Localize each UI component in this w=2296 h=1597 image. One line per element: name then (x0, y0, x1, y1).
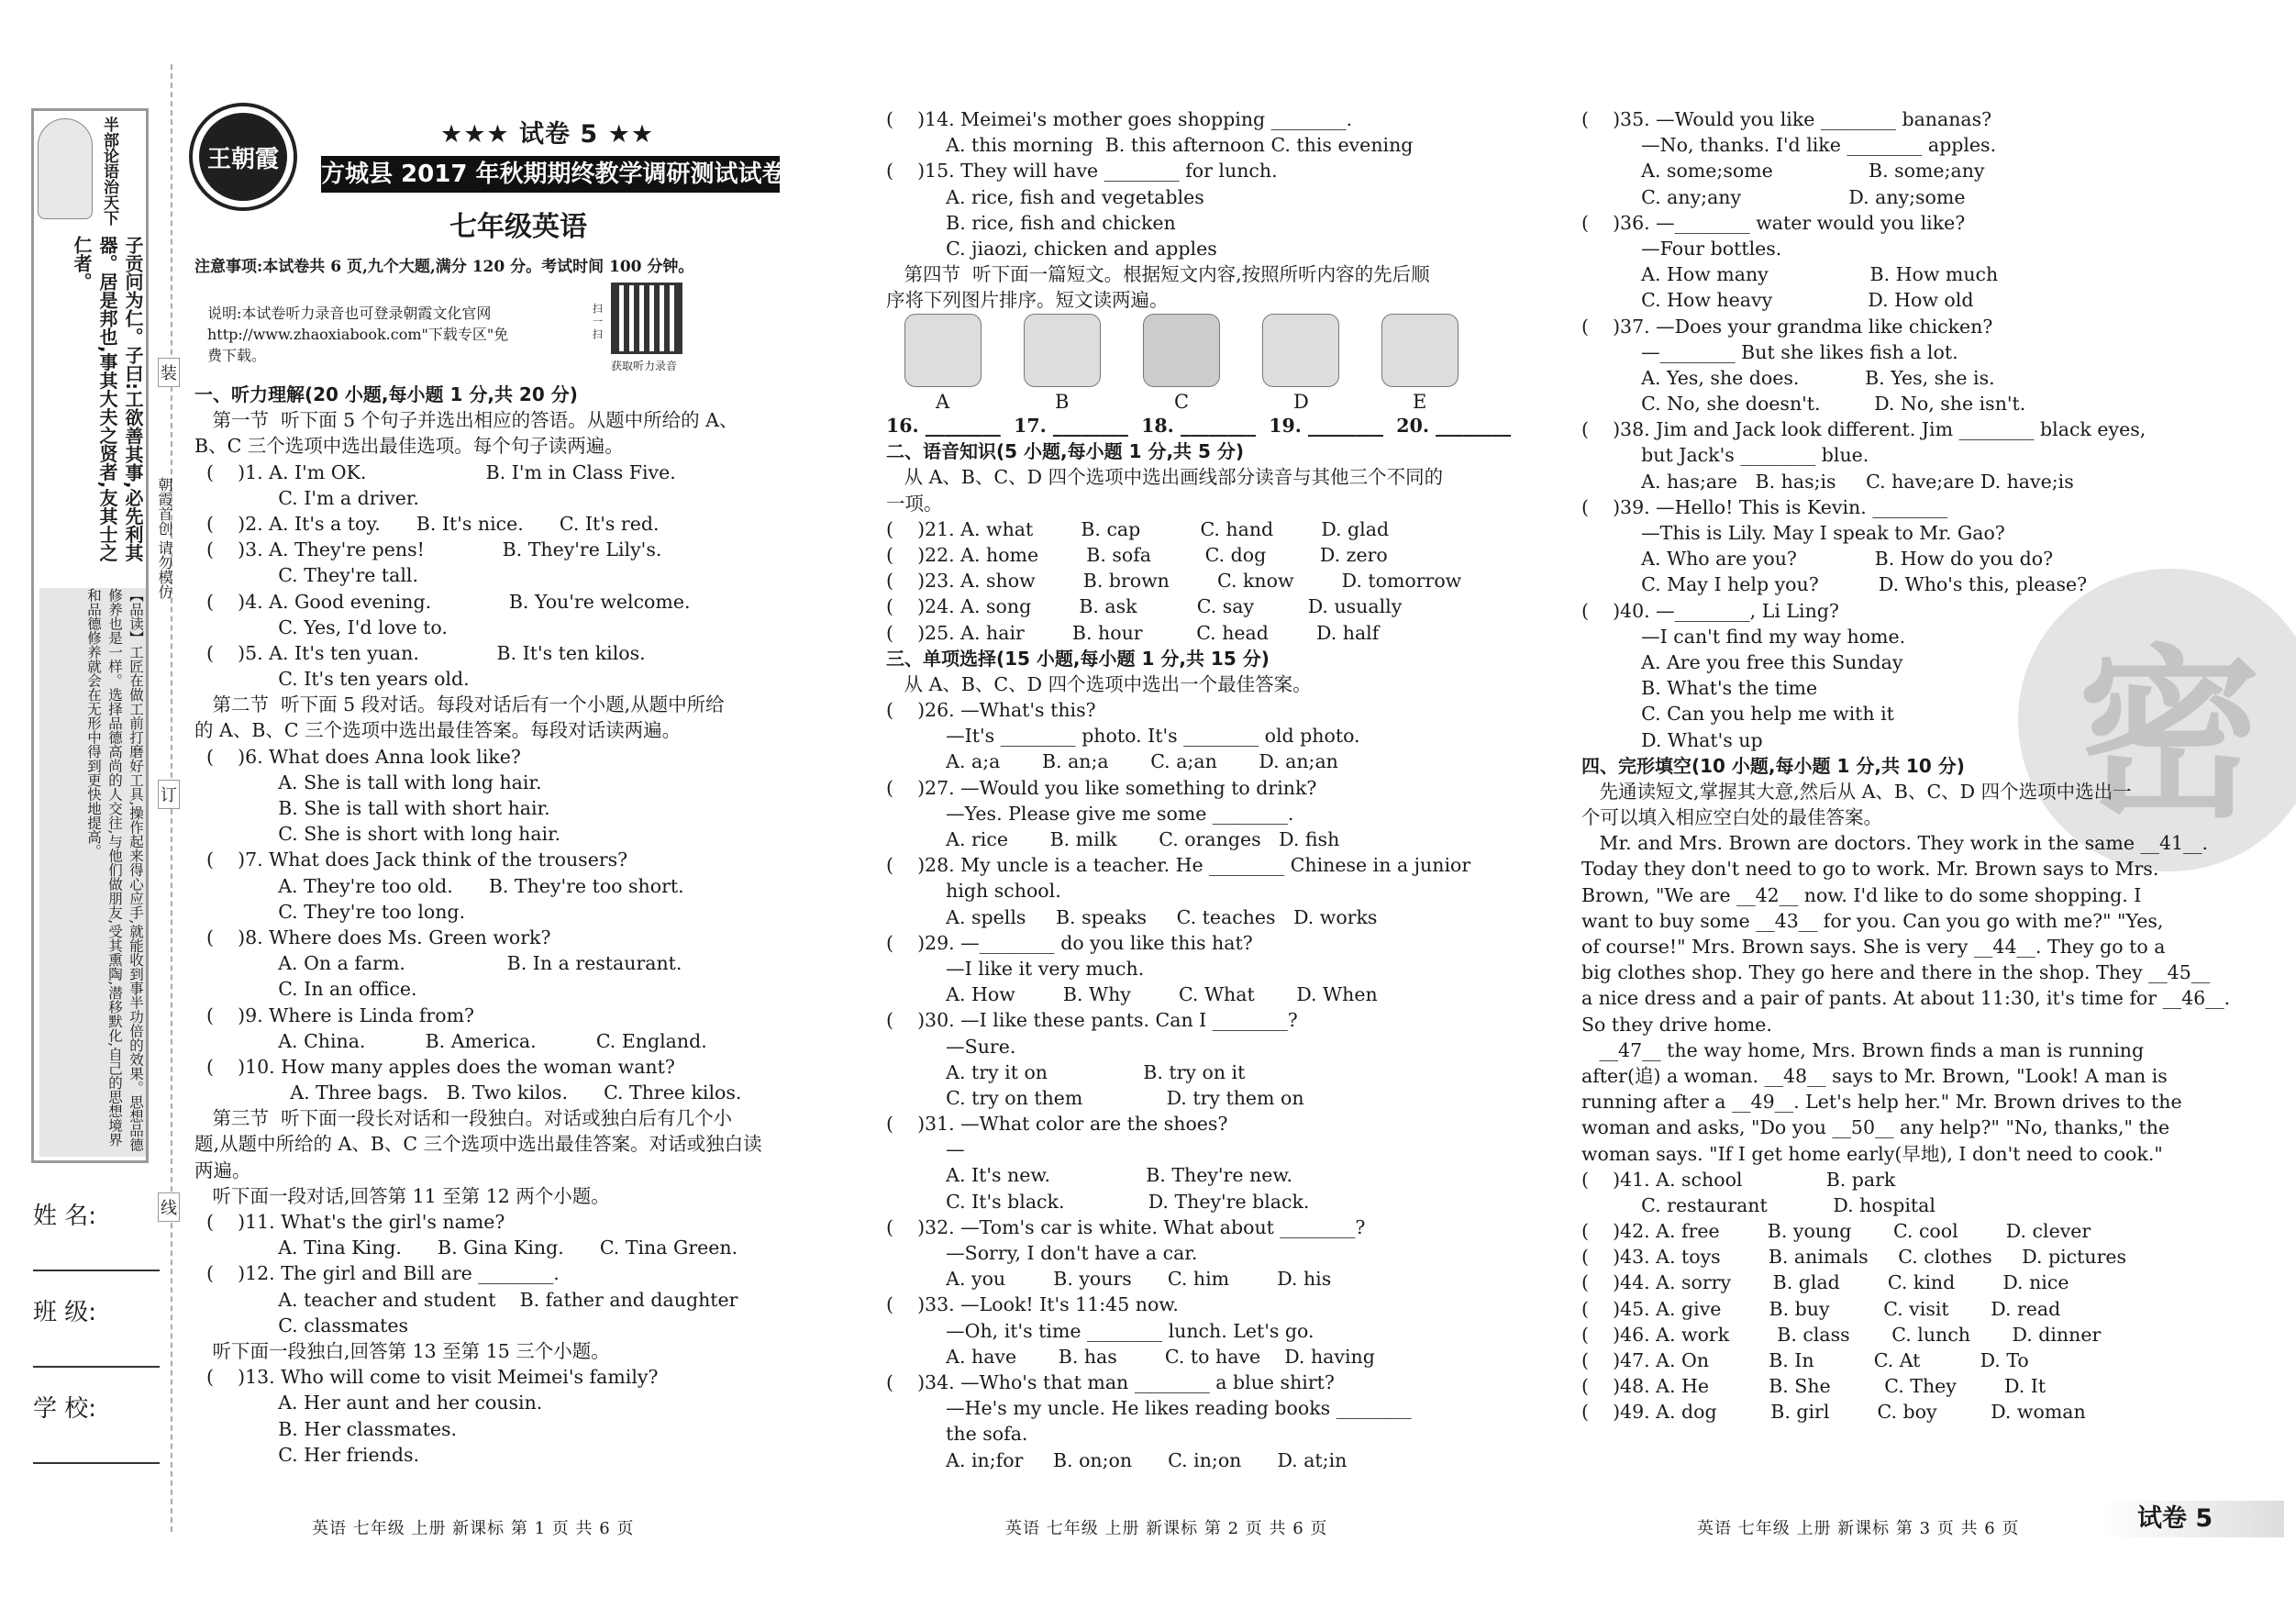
p1-line: 第一节 听下面 5 个句子并选出相应的答语。从题中所给的 A、 (194, 409, 738, 432)
p3-line: ( )42. A. free B. young C. cool D. clever (1581, 1220, 2091, 1243)
p2-line: ( )31. —What color are the shoes? (886, 1113, 1228, 1136)
p1-line: 的 A、B、C 三个选项中选出最佳答案。每段对话读两遍。 (194, 719, 682, 742)
p3-line: ( )43. A. toys B. animals C. clothes D. pictures (1581, 1246, 2127, 1269)
p3-line: —________ But she likes fish a lot. (1581, 340, 1958, 363)
p1-line: 题,从题中所给的 A、B、C 三个选项中选出最佳答案。对话或独白读 (194, 1133, 762, 1156)
explain-line-2: http://www.zhaoxiabook.com"下载专区"免 (207, 326, 509, 343)
sidebar-quote: 子贡问为仁。子曰:工欲善其事,必先利其器。居是邦也,事其大夫之贤者,友其士之仁者。 (71, 236, 144, 562)
sidebar-panel (31, 108, 149, 1163)
p1-line: ( )10. How many apples does the woman want? (194, 1055, 675, 1078)
p3-line: D. What's up (1581, 728, 1763, 751)
school-label: 学 校: (33, 1395, 97, 1423)
p1-line: A. Three bags. B. Two kilos. C. Three kilos. (194, 1081, 742, 1104)
page3-body (1581, 106, 2231, 1425)
p3-line: a nice dress and a pair of pants. At about 11:30, it's time for __46__. (1581, 987, 2231, 1010)
p3-line: want to buy some __43__ for you. Can you go with me?" "Yes, (1581, 909, 2164, 932)
p3-line: woman says. "If I get home early(早地), I don't need to cook." (1581, 1142, 2163, 1165)
p1-line: ( )9. Where is Linda from? (194, 1004, 475, 1026)
footer-badge: 试卷 5 (2101, 1501, 2284, 1537)
p2-line: A. try it on B. try on it (886, 1060, 1246, 1083)
p1-line: A. China. B. America. C. England. (194, 1029, 707, 1052)
p2-line: B. rice, fish and chicken (886, 211, 1176, 234)
p3-line: —Four bottles. (1581, 237, 1782, 260)
p2-line: C. try on them D. try them on (886, 1086, 1304, 1109)
p1-line: A. Her aunt and her cousin. (194, 1392, 543, 1414)
p1-line: C. Her friends. (194, 1443, 419, 1466)
p3-line: 个可以填入相应空白处的最佳答案。 (1581, 806, 1882, 829)
p2-line: C. jiaozi, chicken and apples (886, 237, 1217, 260)
p2-line: —Oh, it's time ________ lunch. Let's go. (886, 1319, 1314, 1342)
seal-text: 王朝霞 (199, 113, 287, 201)
paper-badge (440, 114, 654, 150)
p1-line: ( )7. What does Jack think of the trousers? (194, 848, 628, 871)
p2-line: ( )34. —Who's that man ________ a blue shirt? (886, 1370, 1335, 1393)
p3-line: A. has;are B. has;is C. have;are D. have;is (1581, 470, 2074, 493)
p3-line: So they drive home. (1581, 1013, 1772, 1036)
watermark-seal: 密 (2018, 569, 2296, 871)
binding-label-3: 线 (158, 1192, 180, 1222)
p1-line: A. On a farm. B. In a restaurant. (194, 952, 682, 975)
p1-line: A. They're too old. B. They're too short. (194, 874, 684, 897)
p2-line: 序将下列图片排序。短文读两遍。 (886, 289, 1169, 312)
p1-line: C. They're tall. (194, 564, 418, 587)
p1-line: ( )12. The girl and Bill are ________. (194, 1262, 560, 1285)
p1-line: A. Tina King. B. Gina King. C. Tina Green. (194, 1237, 738, 1259)
p1-line: A. She is tall with long hair. (194, 771, 542, 793)
footer-page-3: 英语 七年级 上册 新课标 第 3 页 共 6 页 (1697, 1519, 2020, 1538)
picture-row (895, 314, 1519, 415)
p3-line: after(追) a woman. __48__ says to Mr. Brown, "Look! A man is (1581, 1064, 2168, 1087)
page1-body (194, 382, 827, 1468)
p2-line: —Sorry, I don't have a car. (886, 1242, 1198, 1264)
motto-title: 半部论语治天下 (100, 116, 118, 226)
p3-line: ( )39. —Hello! This is Kevin. ________ (1581, 495, 1948, 518)
p1-line: C. Yes, I'd love to. (194, 616, 448, 638)
p2-line: ( )24. A. song B. ask C. say D. usually (886, 595, 1403, 618)
p2-line: 一项。 (886, 492, 943, 515)
p2-line: high school. (886, 880, 1061, 903)
page2-top (886, 106, 1519, 314)
p2-line: —It's ________ photo. It's ________ old photo. (886, 725, 1360, 748)
p2-line: ( )33. —Look! It's 11:45 now. (886, 1293, 1179, 1316)
class-label: 班 级: (33, 1299, 97, 1326)
p2-line: —Sure. (886, 1035, 1016, 1058)
p3-line: C. May I help you? D. Who's this, please? (1581, 573, 2088, 596)
p2-line: ( )21. A. what B. cap C. hand D. glad (886, 517, 1390, 540)
p2-line: ( )28. My uncle is a teacher. He ________ Chinese in a junior (886, 854, 1471, 877)
p1-line: B、C 三个选项中选出最佳选项。每个句子读两遍。 (194, 435, 624, 458)
p3-line: Today they don't need to go to work. Mr. Brown says to Mrs. (1581, 858, 2159, 881)
p2-line: 第四节 听下面一篇短文。根据短文内容,按照所听内容的先后顺 (886, 263, 1430, 286)
p1-line: 第三节 听下面一段长对话和一段独白。对话或独白后有几个小 (194, 1107, 733, 1130)
p3-line: ( )36. —________ water would you like? (1581, 211, 1966, 234)
explain-line-3: 费下载。 (207, 347, 267, 364)
star-icon: ★★★ (440, 120, 510, 149)
p3-line: 先通读短文,掌握其大意,然后从 A、B、C、D 四个选项中选出一 (1581, 780, 2132, 803)
page2-body (886, 413, 1519, 1473)
p2-line: —I like it very much. (886, 957, 1145, 980)
p2-line: ( )22. A. home B. sofa C. dog D. zero (886, 543, 1388, 566)
p2-line: A. you B. yours C. him D. his (886, 1268, 1332, 1291)
picture-label-b: B (1055, 391, 1070, 413)
p2-line: ( )29. —________ do you like this hat? (886, 931, 1253, 954)
school-field[interactable] (33, 1390, 160, 1464)
qr-code[interactable] (611, 283, 682, 354)
p2-line: ( )14. Meimei's mother goes shopping ________. (886, 108, 1353, 130)
p1-line: B. She is tall with short hair. (194, 797, 550, 819)
p3-line: C. restaurant D. hospital (1581, 1193, 1936, 1216)
p2-line: C. It's black. D. They're black. (886, 1190, 1310, 1213)
p2-line: ( )27. —Would you like something to drink? (886, 776, 1317, 799)
p3-line: __47__ the way home, Mrs. Brown finds a man is running (1581, 1038, 2145, 1061)
binding-label-1: 装 (158, 358, 180, 387)
exam-subject: 七年级英语 (449, 211, 587, 243)
p2-line: —He's my uncle. He likes reading books ________ (886, 1397, 1412, 1420)
p1-line: C. It's ten years old. (194, 668, 470, 691)
p2-line: 二、语音知识(5 小题,每小题 1 分,共 5 分) (886, 440, 1245, 463)
picture-label-a: A (936, 391, 950, 413)
p3-line: 四、完形填空(10 小题,每小题 1 分,共 10 分) (1581, 754, 1965, 777)
p1-line: C. classmates (194, 1314, 409, 1336)
p1-line: ( )4. A. Good evening. B. You're welcome. (194, 590, 691, 613)
p1-line: C. They're too long. (194, 900, 466, 923)
p1-line: 听下面一段对话,回答第 11 至第 12 两个小题。 (194, 1184, 610, 1207)
p2-line: the sofa. (886, 1423, 1028, 1446)
footer-page-2: 英语 七年级 上册 新课标 第 2 页 共 6 页 (1005, 1519, 1328, 1538)
picture-label-e: E (1413, 391, 1427, 413)
p1-line: 听下面一段独白,回答第 13 至第 15 三个小题。 (194, 1339, 610, 1362)
p2-line: ( )32. —Tom's car is white. What about ________? (886, 1215, 1366, 1238)
picture-d (1262, 314, 1339, 387)
p3-line: ( )41. A. school B. park (1581, 1168, 1896, 1191)
sidebar-reading: 【品读】工匠在做工前打磨好工具,操作起来得心应手,就能收到事半功倍的效果。思想品德修养也是一样。选择品德高尚的人交往,与他们做朋友,受其熏陶,潜移默化,自己的思想境界和品德修养就会在无形中得到更快地提高。 (39, 588, 146, 1157)
p1-line: 一、听力理解(20 小题,每小题 1 分,共 20 分) (194, 383, 578, 405)
sage-illustration (38, 118, 93, 219)
qr-caption: 获取听力录音 (611, 360, 678, 372)
badge-text: 试卷 5 (519, 120, 599, 149)
binding-label-2: 订 (158, 780, 180, 809)
p1-line: 第二节 听下面 5 段对话。每段对话后有一个小题,从题中所给 (194, 693, 725, 716)
explain-line-1: 说明:本试卷听力录音也可登录朝霞文化官网 (207, 305, 492, 322)
p3-line: A. How many B. How much (1581, 263, 1999, 286)
p2-line: 从 A、B、C、D 四个选项中选出一个最佳答案。 (886, 672, 1312, 695)
name-field[interactable] (33, 1197, 160, 1271)
p3-line: running after a __49__. Let's help her." Mr. Brown drives to the (1581, 1091, 2182, 1114)
p3-line: C. any;any D. any;some (1581, 185, 1966, 208)
p1-line: ( )1. A. I'm OK. B. I'm in Class Five. (194, 460, 676, 483)
copyright-notice: 朝霞首创 请勿模仿 (156, 477, 173, 600)
p2-line: A. rice B. milk C. oranges D. fish (886, 828, 1340, 850)
picture-label-c: C (1174, 391, 1190, 413)
p1-line: C. In an office. (194, 978, 417, 1001)
p1-line: B. Her classmates. (194, 1417, 458, 1440)
p2-line: ( )23. A. show B. brown C. know D. tomorrow (886, 570, 1462, 593)
p3-line: A. Yes, she does. B. Yes, she is. (1581, 366, 1995, 389)
p3-line: —No, thanks. I'd like ________ apples. (1581, 134, 1997, 157)
p3-line: ( )44. A. sorry B. glad C. kind D. nice (1581, 1271, 2069, 1294)
p2-line: ( )15. They will have ________ for lunch. (886, 160, 1278, 183)
p3-line: ( )40. —________, Li Ling? (1581, 599, 1839, 622)
p3-line: woman and asks, "Do you __50__ any help?" "No, thanks," the (1581, 1116, 2170, 1139)
p3-line: A. Are you free this Sunday (1581, 650, 1903, 673)
picture-c (1143, 314, 1220, 387)
p2-line: A. How B. Why C. What D. When (886, 983, 1378, 1006)
p3-line: big clothes shop. They go here and there in the shop. They __45__ (1581, 961, 2211, 984)
p1-line: ( )3. A. They're pens! B. They're Lily's. (194, 538, 662, 561)
p3-line: C. How heavy D. How old (1581, 289, 1974, 312)
p3-line: A. some;some B. some;any (1581, 160, 1985, 183)
exam-title: 方城县 2017 年秋期期终教学调研测试试卷 (321, 156, 780, 193)
p3-line: B. What's the time (1581, 677, 1818, 700)
p2-line: ( )30. —I like these pants. Can I ________? (886, 1009, 1298, 1032)
p3-line: ( )46. A. work B. class C. lunch D. dinner (1581, 1323, 2102, 1346)
p3-line: ( )49. A. dog B. girl C. boy D. woman (1581, 1401, 2086, 1424)
p2-line: A. It's new. B. They're new. (886, 1164, 1292, 1187)
picture-b (1024, 314, 1101, 387)
p1-line: C. I'm a driver. (194, 486, 419, 509)
p2-line: A. in;for B. on;on C. in;on D. at;in (886, 1448, 1348, 1471)
p1-line: ( )5. A. It's ten yuan. B. It's ten kilos. (194, 641, 646, 664)
p1-line: ( )11. What's the girl's name? (194, 1211, 505, 1233)
p3-line: ( )38. Jim and Jack look different. Jim ________ black eyes, (1581, 418, 2146, 441)
p3-line: C. Can you help me with it (1581, 703, 1894, 726)
p3-line: —I can't find my way home. (1581, 625, 1906, 648)
picture-a (904, 314, 982, 387)
p1-line: ( )13. Who will come to visit Meimei's family? (194, 1366, 659, 1389)
p3-line: Brown, "We are __42__ now. I'd like to do some shopping. I (1581, 883, 2142, 906)
p3-line: ( )37. —Does your grandma like chicken? (1581, 315, 1993, 338)
exam-notice: 注意事项:本试卷共 6 页,九个大题,满分 120 分。考试时间 100 分钟。 (194, 258, 694, 276)
p2-line: A. this morning B. this afternoon C. this evening (886, 134, 1414, 157)
picture-label-d: D (1293, 391, 1309, 413)
qr-side-label: 扫一扫 (593, 303, 603, 340)
p2-line: 16. ________ 17. ________ 18. ________ 19. ________ 20. ________ (886, 415, 1512, 437)
p3-line: C. No, she doesn't. D. No, she isn't. (1581, 393, 2026, 416)
p2-line: —Yes. Please give me some ________. (886, 802, 1294, 825)
p2-line: ( )26. —What's this? (886, 699, 1096, 722)
p3-line: of course!" Mrs. Brown says. She is very __44__. They go to a (1581, 936, 2166, 958)
star-icon: ★★ (607, 120, 655, 149)
p2-line: A. rice, fish and vegetables (886, 185, 1204, 208)
p2-line: 三、单项选择(15 小题,每小题 1 分,共 15 分) (886, 647, 1270, 670)
p1-line: ( )6. What does Anna look like? (194, 745, 521, 768)
p1-line: C. She is short with long hair. (194, 823, 561, 846)
p3-line: ( )47. A. On B. In C. At D. To (1581, 1349, 2029, 1371)
p3-line: A. Who are you? B. How do you do? (1581, 548, 2054, 571)
publisher-seal (189, 103, 297, 211)
p3-line: —This is Lily. May I speak to Mr. Gao? (1581, 522, 2005, 544)
footer-page-1: 英语 七年级 上册 新课标 第 1 页 共 6 页 (312, 1519, 635, 1538)
p2-line: 从 A、B、C、D 四个选项中选出画线部分读音与其他三个不同的 (886, 466, 1444, 489)
p3-line: Mr. and Mrs. Brown are doctors. They work in the same __41__. (1581, 832, 2209, 855)
p2-line: — (886, 1138, 965, 1161)
p2-line: A. a;a B. an;a C. a;an D. an;an (886, 750, 1338, 773)
p2-line: A. have B. has C. to have D. having (886, 1345, 1375, 1368)
p1-line: 两遍。 (194, 1159, 251, 1181)
exam-explanation (207, 303, 508, 366)
p1-line: A. teacher and student B. father and daughter (194, 1288, 738, 1311)
class-field[interactable] (33, 1293, 160, 1368)
p3-line: but Jack's ________ blue. (1581, 444, 1869, 467)
name-label: 姓 名: (33, 1203, 97, 1230)
picture-e (1381, 314, 1459, 387)
p2-line: A. spells B. speaks C. teaches D. works (886, 905, 1378, 928)
p3-line: ( )35. —Would you like ________ bananas? (1581, 108, 1992, 130)
p1-line: ( )8. Where does Ms. Green work? (194, 926, 551, 948)
p1-line: ( )2. A. It's a toy. B. It's nice. C. It's red. (194, 512, 660, 535)
p3-line: ( )45. A. give B. buy C. visit D. read (1581, 1297, 2061, 1320)
p2-line: ( )25. A. hair B. hour C. head D. half (886, 621, 1380, 644)
p3-line: ( )48. A. He B. She C. They D. It (1581, 1375, 2046, 1398)
